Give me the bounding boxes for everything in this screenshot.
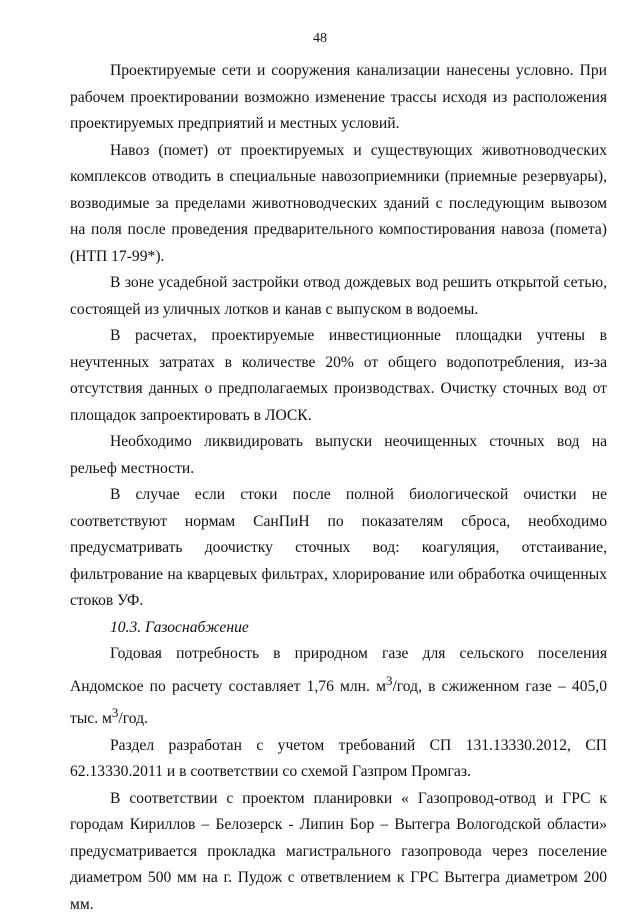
paragraph-sewer-networks: Проектируемые сети и сооружения канализации нанесены условно. При рабочем проектировании возможно изменение трассы исходя из расположения проектируемых предприятий и местных условий.: [70, 62, 607, 132]
gas-demand-part1: Годовая потребность в природном газе для сельского поселения Андомское по расчету составляет 1,76 млн. м: [70, 645, 607, 695]
gas-demand-part3: /год.: [118, 710, 148, 728]
cubic-superscript-2: 3: [111, 705, 119, 721]
cubic-superscript-1: 3: [385, 672, 393, 688]
paragraph-investment-sites: В расчетах, проектируемые инвестиционные площадки учтены в неучтенных затратах в количестве 20% от общего водопотребления, из-за отсутствия данных о предполагаемых производствах. Очистку сточных вод от площадок запроектировать в ЛОСК.: [70, 327, 607, 424]
paragraph-untreated-outlets: Необходимо ликвидировать выпуски неочищенных сточных вод на рельеф местности.: [70, 433, 607, 477]
paragraph-pipeline: В соответствии с проектом планировки « Газопровод-отвод и ГРС к городам Кириллов – Белозерск - Липин Бор – Вытегра Вологодской области» предусматривается прокладка магистрального газопровода через поселение диаметром 500 мм на г. Пудож с ответвлением к ГРС Вытегра диаметром 200 мм.: [70, 789, 607, 913]
page-number: 48: [313, 31, 327, 46]
paragraph-standards: Раздел разработан с учетом требований СП 131.13330.2012, СП 62.13330.2011 и в соответствии со схемой Газпром Промгаз.: [70, 736, 607, 781]
paragraph-post-treatment: В случае если стоки после полной биологической очистки не соответствуют нормам СанПиН по показателям сброса, необходимо предусматривать доочистку сточных вод: коагуляция, отстаивание, фильтрование на кварцевых фильтрах, хлорирование или обработка очищенных стоков УФ.: [70, 486, 607, 609]
paragraph-gas-demand: [70, 641, 607, 733]
gas-demand-part2: /год, в сжиженном газе – 405,0 тыс. м: [70, 677, 608, 728]
paragraph-manure: Навоз (помет) от проектируемых и существующих животноводческих комплексов отводить в специальные навозоприемники (приемные резервуары), возводимые за пределами животноводческих зданий с последующим вывозом на поля после проведения предварительного компостирования навоза (помета) (НТП 17-99*).: [70, 141, 607, 265]
section-heading: 10.3. Газоснабжение: [110, 618, 249, 636]
document-body: [70, 58, 607, 918]
paragraph-stormwater: В зоне усадебной застройки отвод дождевых вод решить открытой сетью, состоящей из уличных лотков и канав с выпуском в водоемы.: [70, 274, 607, 318]
